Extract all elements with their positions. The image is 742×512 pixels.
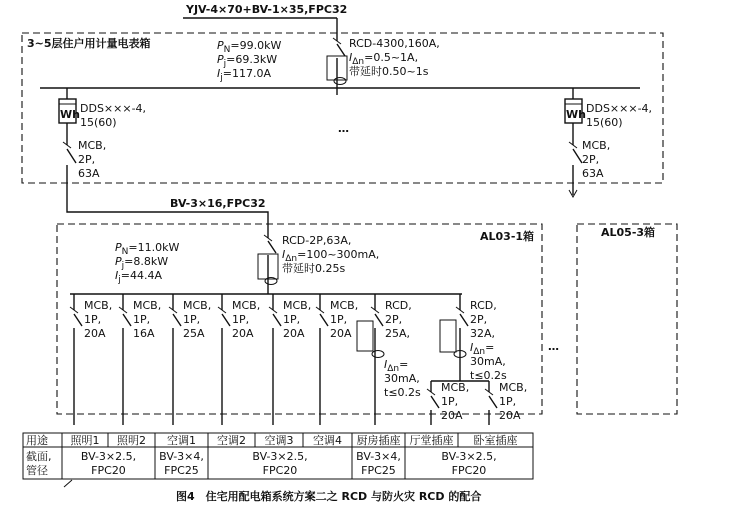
side-box-outline xyxy=(577,224,677,414)
table-header-use: 用途 xyxy=(26,434,48,447)
rcd-sockets-branch xyxy=(431,294,507,382)
rcd-kitchen-toroid xyxy=(372,351,384,358)
upper-main-rcd xyxy=(327,35,440,95)
table-cable-spec: BV-3×2.5, xyxy=(252,450,308,463)
branch-feeder-label: BV-3×16,FPC32 xyxy=(170,197,266,210)
side-box xyxy=(548,224,677,414)
rcd-sockets-l6: t≤0.2s xyxy=(470,369,507,382)
upper-pj: $P_j=69.3kW$ xyxy=(217,53,278,69)
mcb-rating-l1: MCB, xyxy=(133,299,162,312)
upper-rcd-line3: 带延时0.50~1s xyxy=(349,65,429,78)
table-pointer-mark xyxy=(64,480,72,487)
table-conduit-spec: FPC25 xyxy=(361,464,396,477)
mcb-rating-l3: 25A xyxy=(183,327,205,340)
mcb-branch xyxy=(70,294,112,425)
mcb-rating-l1: MCB, xyxy=(330,299,359,312)
upper-rcd-line1: RCD-4300,160A, xyxy=(349,37,440,50)
table-use-cell: 空调4 xyxy=(313,434,342,447)
meter-left-model: DDS×××-4, xyxy=(80,102,147,115)
meter-branch-right xyxy=(565,88,652,197)
rcd-kitchen-module xyxy=(357,321,373,351)
rcd-kitchen-l2: 2P, xyxy=(385,313,403,326)
table-use-cell: 空调3 xyxy=(264,434,294,447)
mcb-rating-l3: 16A xyxy=(133,327,155,340)
rcd-kitchen-branch xyxy=(357,294,421,425)
mcb-rating-l1: MCB, xyxy=(84,299,113,312)
circuit-table xyxy=(23,433,533,487)
main-feeder-label: YJV-4×70+BV-1×35,FPC32 xyxy=(186,3,348,16)
lower-distribution-box xyxy=(57,224,542,425)
table-cable-spec: BV-3×4, xyxy=(159,450,204,463)
lower-main-rcd xyxy=(258,234,379,294)
mcb-branch xyxy=(169,294,211,425)
rcd-sockets-l4: $I_{\Delta n}=$ xyxy=(470,341,495,357)
sub-mcb-branch xyxy=(427,381,469,425)
sub-mcb-rating-l3: 20A xyxy=(441,409,463,422)
table-use-cell: 照明1 xyxy=(70,434,100,447)
rcd-sockets-l2: 2P, xyxy=(470,313,488,326)
mcb-rating-l2: 1P, xyxy=(133,313,151,326)
rcd-kitchen-l4: $I_{\Delta n}=$ xyxy=(384,358,409,374)
table-conduit-spec: FPC20 xyxy=(91,464,126,477)
table-conduit-spec: FPC20 xyxy=(451,464,487,477)
table-conduit-spec: FPC25 xyxy=(164,464,199,477)
meter-left-rating: 15(60) xyxy=(80,116,117,129)
table-use-cell: 空调1 xyxy=(167,434,196,447)
table-header-cable-2: 管径 xyxy=(26,464,48,477)
rcd-sockets-l3: 32A, xyxy=(470,327,496,340)
table-use-row xyxy=(71,433,534,447)
rcd-sockets-l1: RCD, xyxy=(470,299,497,312)
mcb-branch xyxy=(316,294,358,425)
table-cable-spec: BV-3×2.5, xyxy=(80,450,137,463)
rcd-kitchen-l5: 30mA, xyxy=(384,372,420,385)
mcb-rating-l3: 20A xyxy=(84,327,106,340)
rcd-sockets-l5: 30mA, xyxy=(470,355,506,368)
mcb-rating-l3: 20A xyxy=(330,327,352,340)
main-feeder xyxy=(183,3,347,35)
mcb-rating-l2: 1P, xyxy=(330,313,348,326)
lower-box-title: AL03-1箱 xyxy=(480,230,535,243)
table-cable-spec: BV-3×2.5, xyxy=(441,450,497,463)
meter-left-symbol: Wh xyxy=(60,108,80,121)
sub-mcb-rating-l3: 20A xyxy=(499,409,521,422)
side-box-title: AL05-3箱 xyxy=(601,226,656,239)
lower-ij: $I_j=44.4A$ xyxy=(115,269,162,285)
sub-mcb-rating-l2: 1P, xyxy=(499,395,517,408)
mcb-left-l2: 2P, xyxy=(78,153,96,166)
mcb-branch xyxy=(218,294,260,425)
mcb-rating-l1: MCB, xyxy=(232,299,261,312)
upper-rcd-toroid xyxy=(334,78,346,85)
mcb-rating-l2: 1P, xyxy=(232,313,250,326)
table-use-cell: 厨房插座 xyxy=(356,434,401,447)
side-ellipsis: … xyxy=(548,340,559,353)
upper-box-title: 3~5层住户用计量电表箱 xyxy=(27,37,151,50)
meter-right-rating: 15(60) xyxy=(586,116,623,129)
upper-pn: $P_N=99.0kW$ xyxy=(217,39,282,55)
branch-feeder xyxy=(67,197,268,238)
mcb-rating-l2: 1P, xyxy=(183,313,201,326)
sub-mcb-rating-l1: MCB, xyxy=(499,381,528,394)
upper-ellipsis: … xyxy=(338,122,349,135)
rcd-kitchen-l1: RCD, xyxy=(385,299,412,312)
mcb-right-l2: 2P, xyxy=(582,153,600,166)
table-header-cable-1: 截面, xyxy=(26,450,52,463)
lower-rcd-line3: 带延时0.25s xyxy=(282,262,346,275)
mcb-rating-l1: MCB, xyxy=(183,299,212,312)
table-use-cell: 卧室插座 xyxy=(473,434,518,447)
rcd-kitchen-l6: t≤0.2s xyxy=(384,386,421,399)
mcb-branch xyxy=(269,294,311,425)
lower-rcd-line1: RCD-2P,63A, xyxy=(282,234,352,247)
mcb-rating-l2: 1P, xyxy=(84,313,102,326)
lower-pn: $P_N=11.0kW$ xyxy=(115,241,180,257)
lower-pj: $P_j=8.8kW$ xyxy=(115,255,169,271)
upper-ij: $I_j=117.0A$ xyxy=(217,67,271,83)
sub-mcb-branch xyxy=(485,381,527,425)
mcb-right-l1: MCB, xyxy=(582,139,611,152)
figure-caption: 图4 住宅用配电箱系统方案二之 RCD 与防火灾 RCD 的配合 xyxy=(176,490,482,503)
mcb-rating-l3: 20A xyxy=(232,327,254,340)
mcb-rating-l2: 1P, xyxy=(283,313,301,326)
mcb-branches xyxy=(70,294,358,425)
lower-rcd-line2: $I_{\Delta n}=100\sim 300mA$, xyxy=(282,248,380,264)
sub-mcb-rating-l2: 1P, xyxy=(441,395,459,408)
table-use-cell: 照明2 xyxy=(117,434,146,447)
upper-rcd-line2: $I_{\Delta n}=0.5\sim 1A$, xyxy=(349,51,419,67)
meter-right-model: DDS×××-4, xyxy=(586,102,653,115)
rcd-kitchen-l3: 25A, xyxy=(385,327,411,340)
table-cable-spec: BV-3×4, xyxy=(356,450,401,463)
sub-mcb-branches xyxy=(427,381,527,425)
mcb-rating-l1: MCB, xyxy=(283,299,312,312)
table-use-cell: 厅堂插座 xyxy=(409,434,454,447)
rcd-sockets-module xyxy=(440,320,456,352)
mcb-rating-l3: 20A xyxy=(283,327,305,340)
table-use-cell: 空调2 xyxy=(217,434,246,447)
sub-mcb-rating-l1: MCB, xyxy=(441,381,470,394)
meter-right-symbol: Wh xyxy=(566,108,586,121)
table-cable-row xyxy=(81,447,533,479)
upper-meter-box xyxy=(22,33,663,200)
table-conduit-spec: FPC20 xyxy=(262,464,298,477)
mcb-branch xyxy=(119,294,161,425)
mcb-left-l3: 63A xyxy=(78,167,100,180)
mcb-left-l1: MCB, xyxy=(78,139,107,152)
mcb-right-l3: 63A xyxy=(582,167,604,180)
